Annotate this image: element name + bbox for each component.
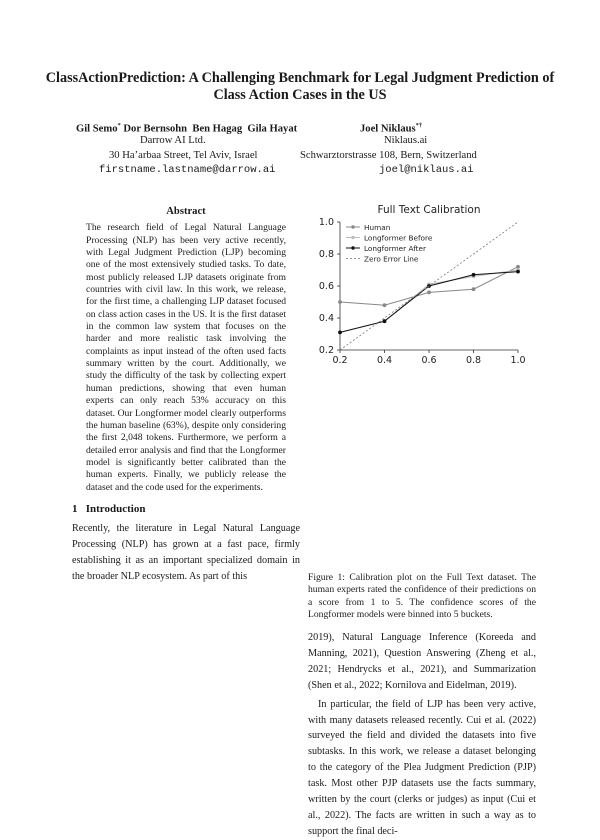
- section-title: Introduction: [85, 502, 146, 515]
- affiliation: Niklaus.ai: [384, 135, 428, 146]
- affiliation: Darrow AI Ltd.: [140, 135, 206, 146]
- data-point: [427, 291, 431, 295]
- author-sup: *†: [415, 122, 423, 129]
- paragraph: 2019), Natural Language Inference (Koreeda and Manning, 2021), Question Answering (Zheng et al., 2021; Hendrycks et al., 2021), and Summarization (Shen et al., 2022; Kornilova and Eidelman, 2019).: [308, 632, 536, 691]
- legend-marker: [351, 246, 354, 249]
- section-heading: [72, 503, 300, 515]
- y-tick-label: 0.4: [318, 313, 334, 324]
- author-name: Dor Bernsohn: [123, 123, 188, 135]
- x-tick-label: 0.2: [332, 355, 348, 366]
- legend-label: Longformer After: [364, 244, 427, 253]
- abstract-heading: Abstract: [166, 206, 206, 217]
- data-point: [472, 273, 476, 277]
- y-tick-label: 0.6: [318, 281, 334, 292]
- legend-marker: [351, 236, 354, 239]
- data-point: [338, 300, 342, 304]
- data-point: [338, 331, 342, 335]
- y-tick-label: 0.2: [318, 345, 334, 356]
- y-tick-label: 0.8: [318, 249, 334, 260]
- address: 30 Ha’arbaa Street, Tel Aviv, Israel: [109, 150, 258, 161]
- figure-caption: Figure 1: Calibration plot on the Full Text dataset. The human experts rated the confidence of their predictions on a score from 1 to 5. The confidence scores of the Longformer models were binned into 5 buckets.: [308, 572, 536, 620]
- paper-title: ClassActionPrediction: A Challenging Benchmark for Legal Judgment Prediction of Class Action Cases in the US: [45, 70, 555, 103]
- paragraph: In particular, the field of LJP has been very active, with many datasets released recently. Cui et al. (2022) surveyed the field and divided the datasets into five subtasks. In this work, we release a dataset belonging to the category of the Plea Judgment Prediction (PJP) task. Most other PJP datasets use the facts summary, written by the court (clerks or judges) as input (Cui et al., 2022). The facts are written in such a way as to support the final deci-: [308, 698, 536, 837]
- x-tick-label: 0.4: [376, 355, 393, 366]
- legend-label: Human: [364, 223, 391, 232]
- series-line: [340, 270, 518, 332]
- legend-label: Zero Error Line: [364, 254, 419, 264]
- data-point: [383, 319, 387, 323]
- data-point: [472, 287, 476, 291]
- x-tick-label: 0.6: [421, 355, 437, 366]
- author-name: Joel Niklaus: [360, 123, 416, 135]
- author-name: Gil Semo: [76, 123, 118, 135]
- x-tick-label: 0.8: [465, 355, 482, 366]
- chart-title: Full Text Calibration: [377, 204, 481, 216]
- calibration-chart: [308, 200, 536, 372]
- address: Schwarztorstrasse 108, Bern, Switzerland: [300, 150, 477, 161]
- email[interactable]: firstname.lastname@darrow.ai: [99, 164, 276, 176]
- email[interactable]: joel@niklaus.ai: [379, 164, 474, 176]
- legend-label: Longformer Before: [364, 233, 433, 243]
- author-sup: *: [117, 122, 121, 129]
- abstract-text: The research field of Legal Natural Language Processing (NLP) has been very active recently, with Legal Judgment Prediction (LJP) becoming one of the most extensively studied tasks. To date, most publicly released LJP datasets originate from countries with civil law. In this work, we release, for the first time, a challenging LJP dataset focused on class action cases in the US. It is the first dataset in the common law system that focuses on the harder and more realistic task involving the complaints as input instead of the often used facts summary written by the court. Additionally, we study the difficulty of the task by collecting expert human predictions, showing that even human experts can only reach 53% accuracy on this dataset. Our Longformer model clearly outperforms the human baseline (63%), despite only considering the first 2,048 tokens. Furthermore, we perform a detailed error analysis and find that the Longformer model is significantly better calibrated than the human experts. Finally, we publicly release the dataset and the code used for the experiments.: [86, 222, 286, 493]
- left-column: [72, 206, 300, 584]
- right-body-text: [308, 630, 536, 840]
- section-number: 1: [72, 502, 78, 515]
- author-name: Gila Hayat: [247, 123, 298, 135]
- x-tick-label: 1.0: [510, 355, 526, 366]
- data-point: [383, 303, 387, 307]
- author-block: [40, 118, 560, 178]
- data-point: [516, 270, 520, 274]
- intro-text: Recently, the literature in Legal Natural Language Processing (NLP) has grown at a fast pace, firmly establishing it as an important specialized domain in the broader NLP ecosystem. As part of this: [72, 523, 300, 582]
- y-tick-label: 1.0: [318, 217, 334, 228]
- author-name: Ben Hagag: [192, 123, 243, 135]
- legend-marker: [351, 225, 354, 228]
